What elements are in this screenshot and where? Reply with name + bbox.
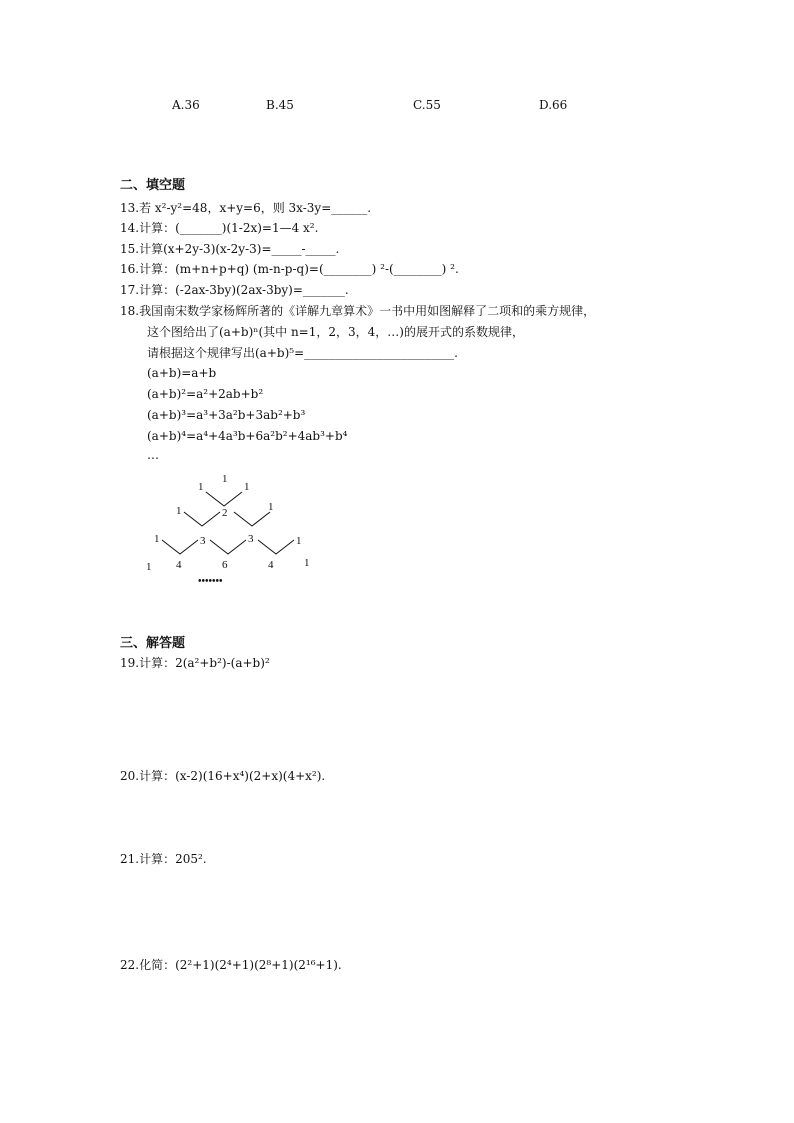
- triangle-number: 1: [198, 481, 204, 493]
- question-19: 19.计算：2(a²+b²)-(a+b)²: [120, 656, 270, 670]
- triangle-number: 1: [154, 533, 160, 545]
- connector: [206, 492, 242, 506]
- choice-c: C.55: [413, 98, 441, 112]
- connector: [210, 540, 246, 554]
- question-16: 16.计算：(m+n+p+q) (m-n-p-q)=(________) ²-(________) ².: [120, 262, 459, 276]
- expansion-ellipsis: …: [147, 448, 159, 462]
- triangle-number: 6: [222, 559, 228, 571]
- question-18-line1: 18.我国南宋数学家杨辉所著的《详解九章算术》一书中用如图解释了二项和的乘方规律，: [120, 304, 596, 318]
- question-20: 20.计算：(x-2)(16+x⁴)(2+x)(4+x²).: [120, 769, 326, 783]
- triangle-number: 1: [176, 505, 182, 517]
- question-18-line2: 这个图给出了(a+b)ⁿ(其中 n=1，2，3，4，…)的展开式的系数规律，: [147, 325, 524, 339]
- connector: [162, 540, 198, 554]
- question-22: 22.化简：(2²+1)(2⁴+1)(2⁸+1)(2¹⁶+1).: [120, 958, 342, 972]
- triangle-numbers: [146, 473, 310, 573]
- section-title-solve: 三、解答题: [120, 636, 186, 651]
- question-13: 13.若 x²-y²=48，x+y=6，则 3x-3y=______.: [120, 201, 372, 215]
- triangle-number: 3: [200, 535, 206, 547]
- expansion-2: (a+b)²=a²+2ab+b²: [147, 387, 264, 401]
- expansion-4: (a+b)⁴=a⁴+4a³b+6a²b²+4ab³+b⁴: [147, 429, 348, 443]
- question-15: 15.计算(x+2y-3)(x-2y-3)=_____-_____.: [120, 242, 340, 256]
- triangle-number: 1: [146, 561, 152, 573]
- triangle-number: 1: [296, 535, 302, 547]
- choice-d: D.66: [539, 98, 568, 112]
- triangle-number: 2: [222, 507, 228, 519]
- question-18-line3: 请根据这个规律写出(a+b)⁵=_________________________.: [147, 346, 458, 360]
- question-14: 14.计算：(_______)(1-2x)=1—4 x².: [120, 221, 319, 235]
- choice-a: A.36: [172, 98, 200, 112]
- choice-b: B.45: [266, 98, 294, 112]
- triangle-connectors: [162, 492, 294, 554]
- triangle-number: 1: [222, 473, 228, 485]
- triangle-number: 4: [176, 559, 182, 571]
- triangle-number: 1: [244, 481, 250, 493]
- connector: [234, 512, 270, 526]
- section-title-fill-in: 二、填空题: [120, 178, 186, 193]
- triangle-number: 4: [268, 559, 274, 571]
- question-17: 17.计算：(-2ax-3by)(2ax-3by)=_______.: [120, 283, 349, 297]
- expansion-1: (a+b)=a+b: [147, 366, 217, 380]
- yanghui-triangle-figure: [140, 470, 340, 588]
- question-21: 21.计算：205².: [120, 852, 207, 866]
- triangle-number: 1: [268, 501, 274, 513]
- triangle-number: 1: [304, 557, 310, 569]
- expansion-3: (a+b)³=a³+3a²b+3ab²+b³: [147, 408, 306, 422]
- triangle-ellipsis: •••••••: [198, 576, 223, 587]
- connector: [184, 512, 220, 526]
- connector: [258, 540, 294, 554]
- triangle-number: 3: [248, 533, 254, 545]
